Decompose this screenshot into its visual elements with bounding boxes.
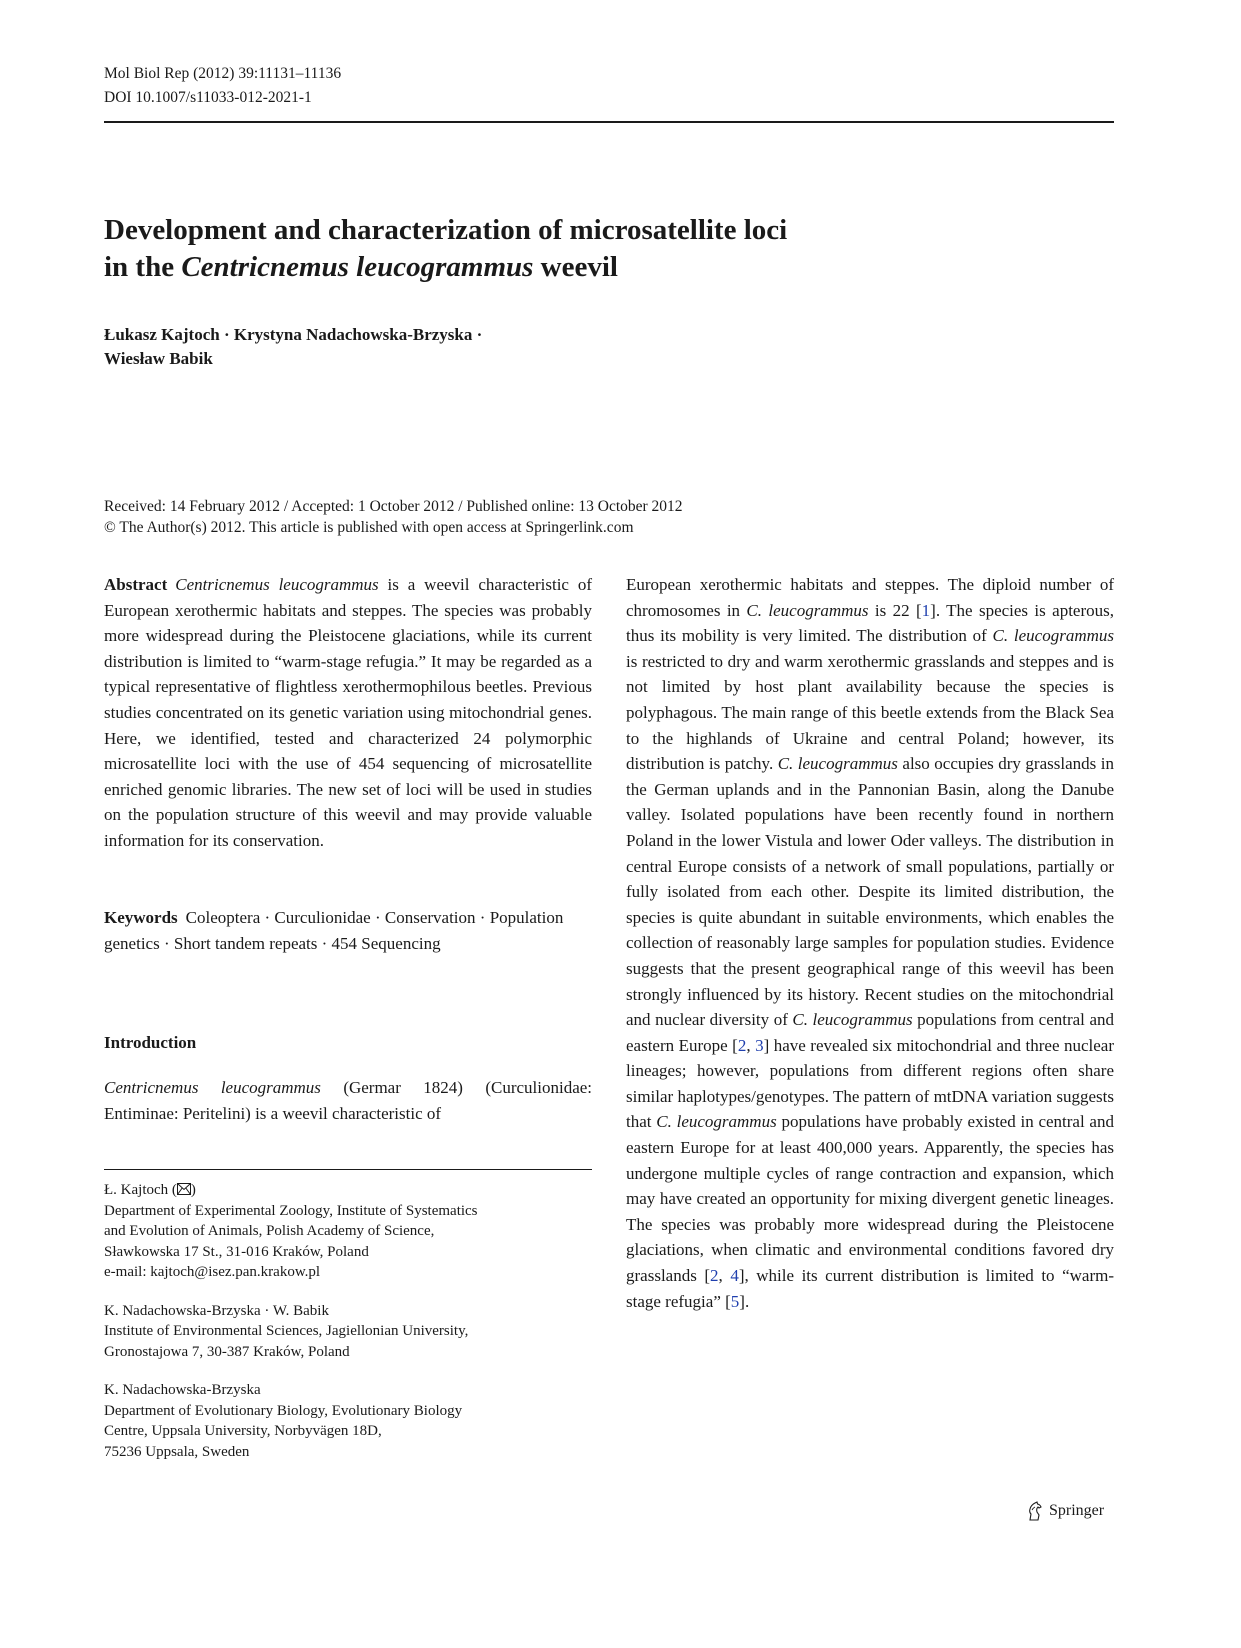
- body-text: ].: [739, 1291, 750, 1311]
- aff3-line1: Department of Evolutionary Biology, Evolutionary Biology: [104, 1402, 463, 1419]
- article-history: Received: 14 February 2012 / Accepted: 1 October 2012 / Published online: 13 October 2012: [104, 498, 683, 515]
- author-list: [104, 323, 482, 371]
- aff3-line2: Centre, Uppsala University, Norbyvägen 18D,: [104, 1423, 382, 1439]
- body-text: ]. The species is apterous, thus its mobility is very limited. The distribution of: [626, 600, 1114, 646]
- journal-header: [104, 62, 341, 110]
- publisher-name: Springer: [1049, 1502, 1105, 1519]
- citation-separator: ,: [746, 1035, 756, 1055]
- authors-line-2: Wiesław Babik: [104, 349, 213, 368]
- author-email[interactable]: e-mail: kajtoch@isez.pan.krakow.pl: [104, 1264, 321, 1280]
- corresponding-end: ): [190, 1182, 196, 1198]
- affiliation-2: [104, 1301, 592, 1363]
- keywords: [104, 905, 592, 956]
- intro-text: (Germar 1824) (Curculionidae: Entiminae: Peritelini) is a weevil characteristic of: [104, 1078, 593, 1123]
- authors-line-1: Łukasz Kajtoch · Krystyna Nadachowska-Brzyska ·: [104, 325, 483, 344]
- aff2-line1: Institute of Environmental Sciences, Jagiellonian University,: [104, 1323, 469, 1339]
- abstract: [104, 572, 592, 854]
- citation-link[interactable]: 5: [730, 1291, 740, 1311]
- aff1-line1: Department of Experimental Zoology, Institute of Systematics: [104, 1202, 478, 1219]
- aff1-line2: and Evolution of Animals, Polish Academy of Science,: [104, 1223, 435, 1239]
- title-line-1: Development and characterization of microsatellite loci: [104, 214, 788, 246]
- aff2-line2: Gronostajowa 7, 30-387 Kraków, Poland: [104, 1343, 350, 1360]
- body-text: is 22 [: [868, 600, 922, 620]
- publication-dates: [104, 496, 683, 538]
- body-text: populations have probably existed in central and eastern Europe for at least 400,000 years. Apparently, the species has undergone multiple cycles of range contraction and expansion, which may have created an opportunity for mixing divergent genetic lineages. The species was probably more widespread during the Pleistocene glaciations, when climatic and environmental conditions favored dry grasslands [: [626, 1112, 1114, 1286]
- footnote-rule: [104, 1169, 592, 1170]
- affiliation-1: [104, 1180, 592, 1283]
- body-text: also occupies dry grasslands in the German uplands and in the Pannonian Basin, along the Danube valley. Isolated populations have been recently found in northern Poland in the lower Vistula and lower Oder valleys. The distribution in central Europe consists of a network of small populations, partially or fully isolated from each other. Despite its limited distribution, the species is quite abundant in suitable environments, which enables the collection of reasonably large samples for population studies. Evidence suggests that the present geographical range of this weevil has been strongly influenced by its history. Recent studies on the mitochondrial and nuclear diversity of: [626, 754, 1114, 1030]
- journal-citation: Mol Biol Rep (2012) 39:11131–11136: [104, 65, 342, 82]
- abstract-species: Centricnemus leucogrammus: [175, 575, 379, 594]
- title-line-2-pre: in the: [104, 251, 182, 283]
- header-rule: [104, 121, 1114, 123]
- copyright-notice: © The Author(s) 2012. This article is published with open access at Springerlink.com: [104, 519, 634, 536]
- citation-link[interactable]: 2: [737, 1035, 747, 1055]
- introduction-continued: [626, 572, 1114, 1314]
- doi[interactable]: DOI 10.1007/s11033-012-2021-1: [104, 89, 312, 106]
- title-line-2-post: weevil: [533, 251, 618, 283]
- keywords-label: Keywords: [104, 908, 178, 927]
- aff3-line3: 75236 Uppsala, Sweden: [104, 1443, 250, 1460]
- aff2-names: K. Nadachowska-Brzyska · W. Babik: [104, 1302, 329, 1319]
- species-name: C. leucogrammus: [656, 1112, 777, 1132]
- affiliation-3: [104, 1380, 592, 1462]
- section-heading-introduction: Introduction: [104, 1033, 197, 1052]
- species-name: C. leucogrammus: [792, 1010, 913, 1030]
- citation-separator: ,: [718, 1266, 731, 1286]
- body-text: ] have revealed six mitochondrial and three nuclear lineages; however, populations from different regions often share similar haplotypes/genotypes. The pattern of mtDNA variation suggests that: [626, 1035, 1115, 1132]
- abstract-label: Abstract: [104, 575, 168, 594]
- species-name: C. leucogrammus: [777, 754, 898, 774]
- keywords-text: Coleoptera · Curculionidae · Conservation · Population genetics · Short tandem repeats · 454 Sequencing: [104, 908, 564, 953]
- citation-link[interactable]: 1: [921, 600, 931, 620]
- corresponding-author: Ł. Kajtoch (: [104, 1182, 177, 1198]
- species-name: C. leucogrammus: [992, 626, 1114, 646]
- body-text: is restricted to dry and warm xerothermic grasslands and steppes and is not limited by host plant availability because the species is polyphagous. The main range of this beetle extends from the Black Sea to the highlands of Ukraine and central Poland; however, its distribution is patchy.: [626, 651, 1114, 774]
- springer-horse-icon: [1026, 1501, 1044, 1521]
- author-affiliations: [104, 1180, 592, 1480]
- publisher-logo: [1026, 1500, 1104, 1522]
- intro-species: Centricnemus leucogrammus: [104, 1078, 321, 1097]
- citation-link[interactable]: 2: [710, 1266, 719, 1286]
- title-species: Centricnemus leucogrammus: [181, 251, 534, 283]
- aff3-name: K. Nadachowska-Brzyska: [104, 1382, 261, 1398]
- introduction-paragraph: [104, 1075, 592, 1126]
- citation-link[interactable]: 3: [755, 1035, 764, 1055]
- body-text: ], while its current distribution is limited to “warm-stage refugia” [: [626, 1266, 1115, 1311]
- article-title: [104, 212, 1004, 286]
- abstract-text: is a weevil characteristic of European xerothermic habitats and steppes. The species was probably more widespread during the Pleistocene glaciations, while its current distribution is limited to “warm-stage refugia.” It may be regarded as a typical representative of flightless xerothermophilous beetles. Previous studies concentrated on its genetic variation using mitochondrial genes. Here, we identified, tested and characterized 24 polymorphic microsatellite loci with the use of 454 sequencing of microsatellite enriched genomic libraries. The new set of loci will be used in studies on the population structure of this weevil and may provide valuable information for its conservation.: [104, 575, 592, 850]
- citation-link[interactable]: 4: [730, 1266, 739, 1286]
- species-name: C. leucogrammus: [746, 600, 869, 620]
- body-text: populations from central and eastern Europe [: [626, 1010, 1114, 1055]
- aff1-line3: Sławkowska 17 St., 31-016 Kraków, Poland: [104, 1243, 369, 1260]
- envelope-icon: [177, 1183, 191, 1195]
- body-text: European xerothermic habitats and steppes. The diploid number of chromosomes in: [626, 575, 1114, 620]
